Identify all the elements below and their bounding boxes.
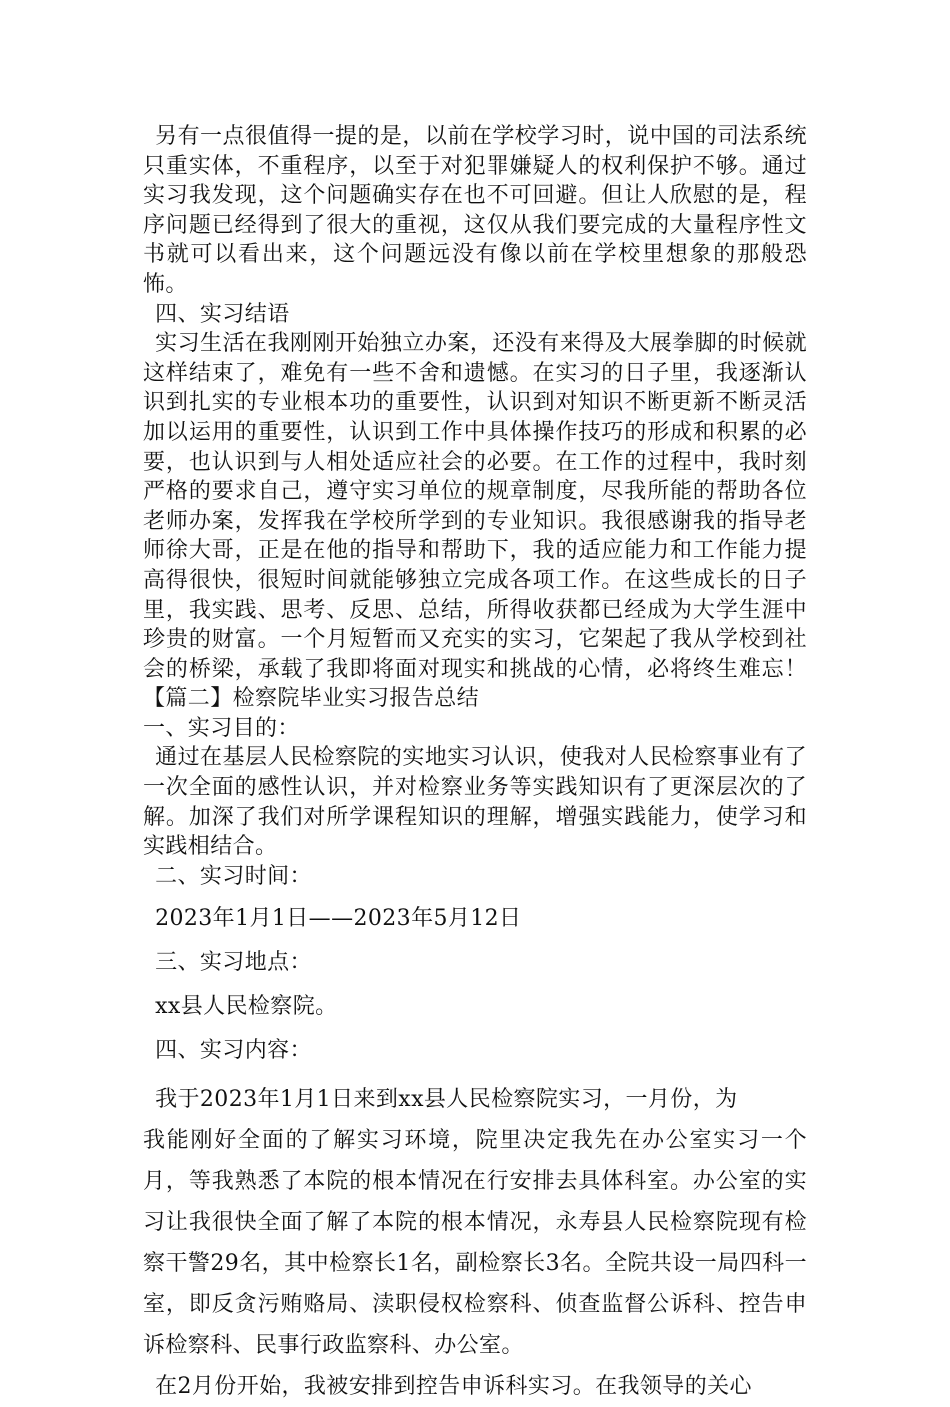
paragraph-purpose: 通过在基层人民检察院的实地实习认识，使我对人民检察事业有了一次全面的感性认识，并对检察业务等实践知识有了更深层次的了解。加深了我们对所学课程知识的理解，增强实践能力，使学习和实践相结合。 bbox=[143, 745, 807, 860]
internship-place-value: xx县人民检察院。 bbox=[155, 994, 338, 1020]
paragraph-conclusion: 实习生活在我刚刚开始独立办案，还没有来得及大展拳脚的时候就这样结束了，难免有一些不舍和遗憾。在实习的日子里，我逐渐认识到扎实的专业根本功的重要性，认识到对知识不断更新不断灵活加以运用的重要性，认识到工作中具体操作技巧的形成和积累的必要，也认识到与人相处适应社会的必要。在工作的过程中，我时刻严格的要求自己，遵守实习单位的规章制度，尽我所能的帮助各位老师办案，发挥我在学校所学到的专业知识。我很感谢我的指导老师徐大哥，正是在他的指导和帮助下，我的适应能力和工作能力提高得很快，很短时间就能够独立完成各项工作。在这些成长的日子里，我实践、思考、反思、总结，所得收获都已经成为大学生涯中珍贵的财富。一个月短暂而又充实的实习，它架起了我从学校到社会的桥梁，承载了我即将面对现实和挑战的心情，必将终生难忘！【篇二】检察院毕业实习报告总结 bbox=[143, 331, 807, 712]
internship-time-value: 2023年1月1日——2023年5月12日 bbox=[155, 906, 522, 932]
paragraph-procedure: 另有一点很值得一提的是，以前在学校学习时，说中国的司法系统只重实体，不重程序，以至于对犯罪嫌疑人的权利保护不够。通过实习我发现，这个问题确实存在也不可回避。但让人欣慰的是，程序问题已经得到了很大的重视，这仅从我们要完成的大量程序性文书就可以看出来，这个问题远没有像以前在学校里想象的那般恐怖。 bbox=[143, 124, 807, 297]
heading-place: 三、实习地点： bbox=[155, 950, 312, 976]
document-page bbox=[143, 122, 807, 1407]
heading-content: 四、实习内容： bbox=[155, 1038, 312, 1064]
paragraph-complaints: 在2月份开始，我被安排到控告申诉科实习。在我领导的关心 bbox=[155, 1374, 752, 1400]
heading-time: 二、实习时间： bbox=[155, 863, 312, 889]
heading-conclusion: 四、实习结语 bbox=[155, 301, 290, 327]
paragraph-content-body: 我能刚好全面的了解实习环境，院里决定我先在办公室实习一个月，等我熟悉了本院的根本情况在行安排去具体科室。办公室的实习让我很快全面了解了本院的根本情况，永寿县人民检察院现有检察干警29名，其中检察长1名，副检察长3名。全院共设一局四科一室，即反贪污贿赂局、渎职侵权检察科、侦查监督公诉科、控告申诉检察科、民事行政监察科、办公室。 bbox=[143, 1128, 807, 1359]
heading-purpose: 一、实习目的： bbox=[143, 715, 300, 741]
paragraph-content-first-line: 我于2023年1月1日来到xx县人民检察院实习，一月份，为 bbox=[155, 1087, 738, 1113]
